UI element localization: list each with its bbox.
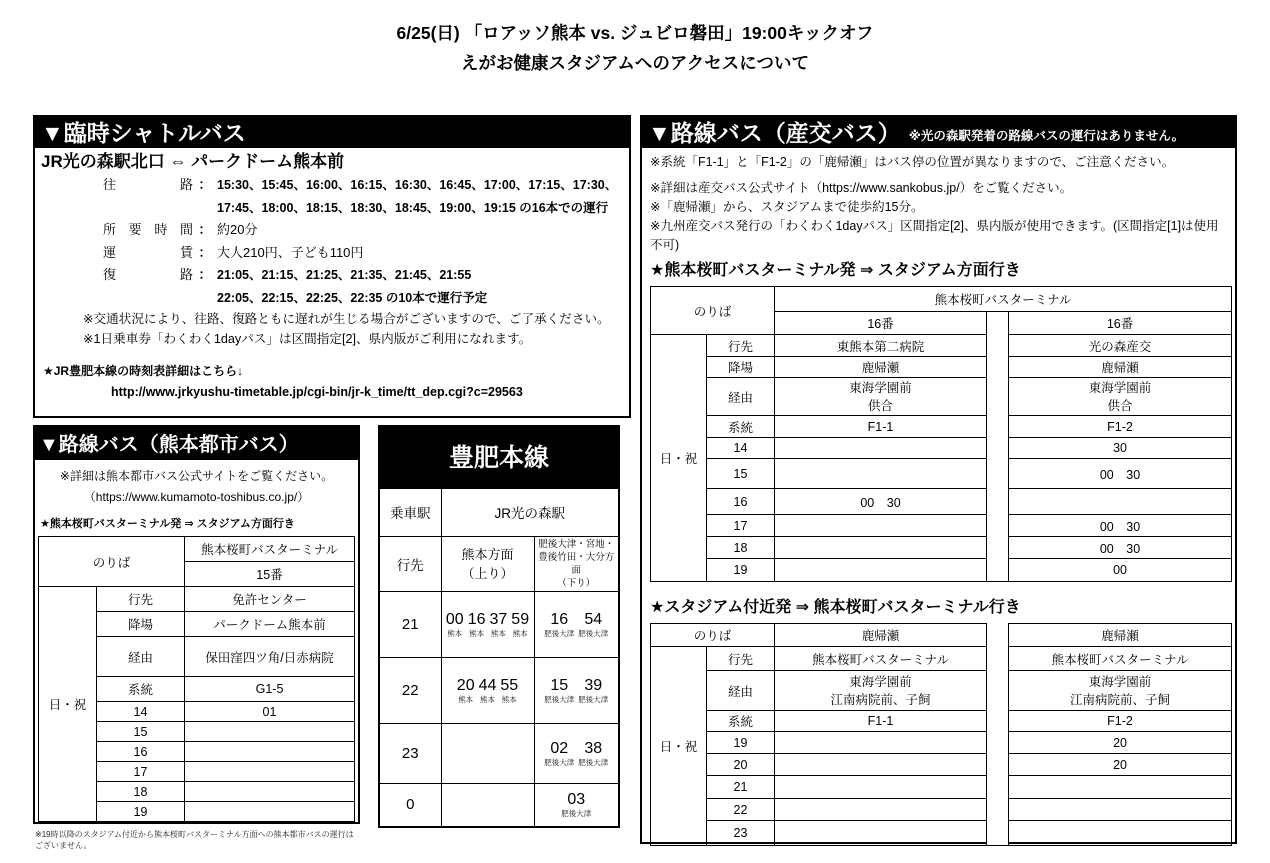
return-label: 復 路 bbox=[103, 267, 193, 282]
shuttle-section-title: ▼臨時シャトルバス bbox=[41, 120, 246, 146]
shuttle-note-daypass: ※1日乗車券「わくわく1dayパス」は区間指定[2]、県内版がご利用になれます。 bbox=[83, 332, 532, 346]
noriba-left-cell: 鹿帰瀬 bbox=[775, 624, 987, 647]
dest-right-cell: 光の森産交 bbox=[1009, 335, 1232, 357]
via-right-line2: 供合 bbox=[1107, 398, 1133, 413]
table-row bbox=[39, 537, 355, 562]
times-right-cell bbox=[1009, 489, 1232, 515]
via-right-line1: 東海学園前 bbox=[1088, 674, 1152, 689]
train-time: 16 熊本 bbox=[467, 610, 486, 638]
train-time: 38 肥後大津 bbox=[578, 739, 609, 767]
via-right-line2: 江南病院前、子飼 bbox=[1070, 692, 1171, 707]
day-holiday-cell: 日・祝 bbox=[651, 647, 707, 846]
via-right-line1: 東海学園前 bbox=[1088, 380, 1152, 395]
times-right-cell: 20 bbox=[1009, 754, 1232, 776]
table-row bbox=[379, 591, 619, 657]
hour-cell: 15 bbox=[97, 722, 185, 742]
day-holiday-cell: 日・祝 bbox=[39, 587, 97, 822]
sanko-outbound-timetable bbox=[650, 286, 1232, 582]
stand-number-right-cell: 16番 bbox=[1009, 312, 1232, 335]
hour-cell: 19 bbox=[707, 732, 775, 754]
day-holiday-cell: 日・祝 bbox=[651, 335, 707, 582]
times-cell bbox=[185, 722, 355, 742]
shuttle-outbound-row bbox=[41, 174, 623, 219]
dest-label-cell: 行先 bbox=[97, 587, 185, 612]
via-value-cell: 保田窪四ツ角/日赤病院 bbox=[185, 637, 355, 677]
hour-cell: 16 bbox=[97, 742, 185, 762]
train-dest: 熊本 bbox=[490, 628, 506, 638]
gap-cell bbox=[987, 647, 1009, 671]
up-times-cell bbox=[441, 723, 534, 783]
boarding-label-cell: 乗車駅 bbox=[379, 488, 441, 536]
hour-cell: 22 bbox=[707, 799, 775, 821]
shuttle-section-body bbox=[33, 148, 631, 418]
train-dest: 肥後大津 bbox=[544, 628, 575, 638]
times-left-cell bbox=[775, 438, 987, 459]
table-row bbox=[651, 711, 1232, 732]
drop-right-cell: 鹿帰瀬 bbox=[1009, 357, 1232, 378]
gap-cell bbox=[987, 732, 1009, 754]
shuttle-section-header bbox=[33, 115, 631, 148]
table-row bbox=[651, 335, 1232, 357]
return-times-line2: 22:05、22:15、22:25、22:35 の10本で運行予定 bbox=[217, 290, 488, 305]
down-header-line1: 肥後大津・宮地・ bbox=[538, 538, 615, 550]
hour-cell: 22 bbox=[379, 657, 441, 723]
gap-cell bbox=[987, 776, 1009, 799]
times-left-cell: 00 30 bbox=[775, 489, 987, 515]
return-times bbox=[217, 264, 623, 309]
train-time: 02 肥後大津 bbox=[544, 739, 575, 767]
down-header-line3: （下り） bbox=[557, 577, 596, 589]
times-right-cell: 20 bbox=[1009, 732, 1232, 754]
times-right-cell bbox=[1009, 799, 1232, 821]
toshibus-section-header bbox=[33, 425, 360, 460]
fare-value: 大人210円、子ども110円 bbox=[217, 244, 364, 260]
dest-right-cell: 熊本桜町バスターミナル bbox=[1009, 647, 1232, 671]
gap-cell bbox=[987, 624, 1009, 647]
toshibus-timetable bbox=[38, 536, 355, 822]
sanko-return-timetable bbox=[650, 623, 1232, 846]
hour-cell: 14 bbox=[707, 438, 775, 459]
up-header-line1: 熊本方面 bbox=[461, 546, 514, 562]
table-row bbox=[651, 624, 1232, 647]
route-value-cell: G1-5 bbox=[185, 677, 355, 702]
table-row bbox=[651, 776, 1232, 799]
table-row bbox=[651, 438, 1232, 459]
train-time: 54 肥後大津 bbox=[578, 610, 609, 638]
dest-value-cell: 免許センター bbox=[185, 587, 355, 612]
train-dest: 熊本 bbox=[501, 694, 517, 704]
table-row bbox=[39, 587, 355, 612]
toshibus-footnote: ※19時以降のスタジアム付近から熊本桜町バスターミナル方面への熊本都市バスの運行はございません。 bbox=[35, 830, 354, 850]
duration-colon: ： bbox=[198, 222, 212, 237]
down-times-cell bbox=[534, 783, 619, 827]
via-left-line1: 東海学園前 bbox=[849, 674, 912, 689]
times-cell: 01 bbox=[185, 702, 355, 722]
train-time: 39 肥後大津 bbox=[578, 676, 609, 704]
train-time: 59 熊本 bbox=[511, 610, 530, 638]
table-row bbox=[651, 671, 1232, 711]
times-right-cell: 00 30 bbox=[1009, 537, 1232, 559]
gap-cell bbox=[987, 378, 1009, 416]
toshibus-section bbox=[33, 425, 360, 851]
down-times-cell bbox=[534, 591, 619, 657]
times-left-cell bbox=[775, 732, 987, 754]
gap-cell bbox=[987, 821, 1009, 846]
train-dest: 熊本 bbox=[469, 628, 485, 638]
toshibus-section-body bbox=[33, 460, 360, 824]
page-title bbox=[0, 18, 1270, 78]
hour-cell: 16 bbox=[707, 489, 775, 515]
gap-cell bbox=[987, 559, 1009, 582]
hour-cell: 21 bbox=[707, 776, 775, 799]
shuttle-return-row bbox=[41, 264, 623, 309]
table-row bbox=[651, 799, 1232, 821]
train-dest: 肥後大津 bbox=[544, 694, 575, 704]
gap-cell bbox=[987, 754, 1009, 776]
hour-cell: 17 bbox=[97, 762, 185, 782]
outbound-times bbox=[217, 174, 623, 219]
down-times-cell bbox=[534, 657, 619, 723]
table-row bbox=[651, 378, 1232, 416]
gap-cell bbox=[987, 438, 1009, 459]
gap-cell bbox=[987, 335, 1009, 357]
gap-cell bbox=[987, 312, 1009, 335]
return-colon: ： bbox=[198, 267, 212, 282]
train-time: 55 熊本 bbox=[500, 676, 519, 704]
train-time: 20 熊本 bbox=[456, 676, 475, 704]
jr-timetable-link-label: ★JR豊肥本線の時刻表詳細はこちら↓ bbox=[43, 364, 244, 378]
table-row bbox=[651, 754, 1232, 776]
noriba-label-cell: のりば bbox=[651, 624, 775, 647]
gap-cell bbox=[987, 799, 1009, 821]
train-dest: 熊本 bbox=[447, 628, 463, 638]
noriba-label-cell: のりば bbox=[39, 537, 185, 587]
table-row bbox=[651, 515, 1232, 537]
route-label-cell: 系統 bbox=[707, 711, 775, 732]
train-dest: 肥後大津 bbox=[578, 628, 609, 638]
stand-number-left-cell: 16番 bbox=[775, 312, 987, 335]
jr-timetable-url-link[interactable]: http://www.jrkyushu-timetable.jp/cgi-bin/jr-k_time/tt_dep.cgi?c=29563 bbox=[111, 385, 523, 399]
train-time: 37 熊本 bbox=[489, 610, 508, 638]
sanko-note-daypass: ※九州産交バス発行の「わくわく1dayパス」区間指定[2]、県内版が使用できます。(区間指定[1]は使用不可) bbox=[650, 219, 1219, 252]
dest-left-cell: 熊本桜町バスターミナル bbox=[775, 647, 987, 671]
toshibus-direction-heading: ★熊本桜町バスターミナル発 ⇒ スタジアム方面行き bbox=[40, 518, 295, 530]
hour-cell: 18 bbox=[97, 782, 185, 802]
hour-cell: 19 bbox=[707, 559, 775, 582]
via-right-cell bbox=[1009, 378, 1232, 416]
via-left-line2: 供合 bbox=[868, 398, 894, 413]
train-time: 16 肥後大津 bbox=[544, 610, 575, 638]
hour-cell: 17 bbox=[707, 515, 775, 537]
hour-cell: 20 bbox=[707, 754, 775, 776]
train-dest: 熊本 bbox=[479, 694, 495, 704]
train-dest: 熊本 bbox=[458, 694, 474, 704]
up-times-cell bbox=[441, 783, 534, 827]
table-row bbox=[651, 559, 1232, 582]
sanko-section-title: ▼路線バス（産交バス） bbox=[648, 120, 901, 146]
times-cell bbox=[185, 802, 355, 822]
hour-cell: 0 bbox=[379, 783, 441, 827]
hohi-dest-label-cell: 行先 bbox=[379, 536, 441, 591]
times-right-cell: 00 bbox=[1009, 559, 1232, 582]
gap-cell bbox=[987, 711, 1009, 732]
return-times-line1: 21:05、21:15、21:25、21:35、21:45、21:55 bbox=[217, 268, 472, 282]
hohi-section-header bbox=[378, 425, 620, 487]
hour-cell: 21 bbox=[379, 591, 441, 657]
shuttle-note-traffic: ※交通状況により、往路、復路ともに遅れが生じる場合がございますので、ご了承ください。 bbox=[83, 312, 610, 326]
noriba-right-cell: 鹿帰瀬 bbox=[1009, 624, 1232, 647]
table-row bbox=[651, 537, 1232, 559]
times-left-cell bbox=[775, 559, 987, 582]
fare-label: 運 賃 bbox=[103, 244, 193, 260]
table-row bbox=[651, 732, 1232, 754]
toshibus-section-title: ▼路線バス（熊本都市バス） bbox=[39, 434, 299, 456]
times-right-cell: 00 30 bbox=[1009, 459, 1232, 489]
times-left-cell bbox=[775, 537, 987, 559]
shuttle-route-title: JR光の森駅北口 ⇔ パークドーム熊本前 bbox=[41, 152, 345, 171]
up-header-line2: （上り） bbox=[461, 565, 514, 581]
boarding-station-cell: JR光の森駅 bbox=[441, 488, 619, 536]
down-times-cell bbox=[534, 723, 619, 783]
down-header-line2: 豊後竹田・大分方面 bbox=[538, 551, 615, 576]
route-left-cell: F1-1 bbox=[775, 711, 987, 732]
gap-cell bbox=[987, 489, 1009, 515]
dest-label-cell: 行先 bbox=[707, 335, 775, 357]
drop-value-cell: パークドーム熊本前 bbox=[185, 612, 355, 637]
table-row bbox=[651, 647, 1232, 671]
toshibus-url-link[interactable]: （https://www.kumamoto-toshibus.co.jp/） bbox=[83, 490, 310, 504]
sanko-note-website-link[interactable]: ※詳細は産交バス公式サイト（https://www.sankobus.jp/）をご覧ください。 bbox=[650, 181, 1073, 195]
noriba-number-cell: 15番 bbox=[185, 562, 355, 587]
noriba-terminal-cell: 熊本桜町バスターミナル bbox=[185, 537, 355, 562]
sanko-bus-section bbox=[640, 115, 1237, 844]
table-row bbox=[379, 723, 619, 783]
route-label-cell: 系統 bbox=[97, 677, 185, 702]
train-time: 44 熊本 bbox=[478, 676, 497, 704]
gap-cell bbox=[987, 537, 1009, 559]
via-right-cell bbox=[1009, 671, 1232, 711]
times-left-cell bbox=[775, 821, 987, 846]
table-row bbox=[651, 489, 1232, 515]
drop-label-cell: 降場 bbox=[707, 357, 775, 378]
route-left-cell: F1-1 bbox=[775, 416, 987, 438]
hour-cell: 18 bbox=[707, 537, 775, 559]
toshibus-note: ※詳細は熊本都市バス公式サイトをご覧ください。 bbox=[59, 469, 334, 483]
via-label-cell: 経由 bbox=[707, 378, 775, 416]
times-left-cell bbox=[775, 776, 987, 799]
shuttle-duration-row bbox=[41, 219, 623, 242]
times-left-cell bbox=[775, 799, 987, 821]
times-cell bbox=[185, 742, 355, 762]
noriba-terminal-cell: 熊本桜町バスターミナル bbox=[775, 287, 1232, 312]
train-dest: 肥後大津 bbox=[561, 809, 592, 819]
up-direction-header bbox=[441, 536, 534, 591]
shuttle-fare-row bbox=[41, 242, 623, 265]
times-left-cell bbox=[775, 459, 987, 489]
shuttle-bus-section bbox=[33, 115, 631, 418]
page-title-line1: 6/25(日) 「ロアッソ熊本 vs. ジュビロ磐田」19:00キックオフ bbox=[396, 23, 874, 43]
sanko-section-body bbox=[640, 148, 1237, 844]
up-times-cell bbox=[441, 657, 534, 723]
gap-cell bbox=[987, 515, 1009, 537]
table-row bbox=[651, 357, 1232, 378]
hohi-line-section bbox=[378, 425, 620, 828]
outbound-times-line1: 15:30、15:45、16:00、16:15、16:30、16:45、17:00、17:15、17:30、 bbox=[217, 178, 618, 192]
train-time: 15 肥後大津 bbox=[544, 676, 575, 704]
train-dest: 肥後大津 bbox=[578, 694, 609, 704]
times-cell bbox=[185, 762, 355, 782]
gap-cell bbox=[987, 416, 1009, 438]
times-cell bbox=[185, 782, 355, 802]
sanko-note-walk: ※「鹿帰瀬」から、スタジアムまで徒歩約15分。 bbox=[650, 200, 924, 214]
hour-cell: 19 bbox=[97, 802, 185, 822]
sanko-direction1-heading: ★熊本桜町バスターミナル発 ⇒ スタジアム方面行き bbox=[650, 262, 1021, 279]
via-left-line2: 江南病院前、子飼 bbox=[830, 692, 931, 707]
noriba-label-cell: のりば bbox=[651, 287, 775, 335]
table-row bbox=[651, 287, 1232, 312]
sanko-header-note: ※光の森駅発着の路線バスの運行はありません。 bbox=[908, 128, 1185, 143]
train-dest: 肥後大津 bbox=[578, 757, 609, 767]
table-row bbox=[651, 459, 1232, 489]
table-row bbox=[379, 657, 619, 723]
sanko-direction2-heading: ★スタジアム付近発 ⇒ 熊本桜町バスターミナル行き bbox=[650, 599, 1021, 616]
via-left-cell bbox=[775, 378, 987, 416]
train-dest: 肥後大津 bbox=[544, 757, 575, 767]
hohi-section-title: 豊肥本線 bbox=[448, 444, 549, 472]
drop-left-cell: 鹿帰瀬 bbox=[775, 357, 987, 378]
outbound-label: 往 路 bbox=[103, 177, 193, 192]
hour-cell: 23 bbox=[707, 821, 775, 846]
times-left-cell bbox=[775, 754, 987, 776]
train-time: 00 熊本 bbox=[445, 610, 464, 638]
hour-cell: 23 bbox=[379, 723, 441, 783]
drop-label-cell: 降場 bbox=[97, 612, 185, 637]
times-left-cell bbox=[775, 515, 987, 537]
table-row bbox=[651, 821, 1232, 846]
sanko-note-stops: ※系統「F1-1」と「F1-2」の「鹿帰瀬」はバス停の位置が異なりますので、ご注意ください。 bbox=[650, 155, 1175, 169]
table-row bbox=[379, 488, 619, 536]
page-title-line2: えがお健康スタジアムへのアクセスについて bbox=[461, 53, 809, 73]
up-times-cell bbox=[441, 591, 534, 657]
sanko-section-header bbox=[640, 115, 1237, 148]
via-left-cell bbox=[775, 671, 987, 711]
dest-label-cell: 行先 bbox=[707, 647, 775, 671]
times-right-cell bbox=[1009, 776, 1232, 799]
fare-colon: ： bbox=[198, 244, 212, 260]
via-label-cell: 経由 bbox=[707, 671, 775, 711]
gap-cell bbox=[987, 357, 1009, 378]
via-label-cell: 経由 bbox=[97, 637, 185, 677]
times-right-cell bbox=[1009, 821, 1232, 846]
route-right-cell: F1-2 bbox=[1009, 711, 1232, 732]
hour-cell: 15 bbox=[707, 459, 775, 489]
train-time: 03 肥後大津 bbox=[561, 791, 592, 819]
via-left-line1: 東海学園前 bbox=[849, 380, 912, 395]
duration-label: 所要時間 bbox=[103, 222, 193, 237]
table-row bbox=[379, 783, 619, 827]
route-right-cell: F1-2 bbox=[1009, 416, 1232, 438]
times-right-cell: 00 30 bbox=[1009, 515, 1232, 537]
gap-cell bbox=[987, 671, 1009, 711]
outbound-times-line2: 17:45、18:00、18:15、18:30、18:45、19:00、19:15 の16本での運行 bbox=[217, 200, 609, 215]
down-direction-header bbox=[534, 536, 619, 591]
train-dest: 熊本 bbox=[512, 628, 528, 638]
times-right-cell: 30 bbox=[1009, 438, 1232, 459]
table-row bbox=[651, 416, 1232, 438]
hour-cell: 14 bbox=[97, 702, 185, 722]
gap-cell bbox=[987, 459, 1009, 489]
outbound-colon: ： bbox=[198, 177, 212, 192]
dest-left-cell: 東熊本第二病院 bbox=[775, 335, 987, 357]
table-row bbox=[379, 536, 619, 591]
hohi-timetable bbox=[378, 487, 620, 828]
route-label-cell: 系統 bbox=[707, 416, 775, 438]
duration-value: 約20分 bbox=[217, 222, 258, 237]
